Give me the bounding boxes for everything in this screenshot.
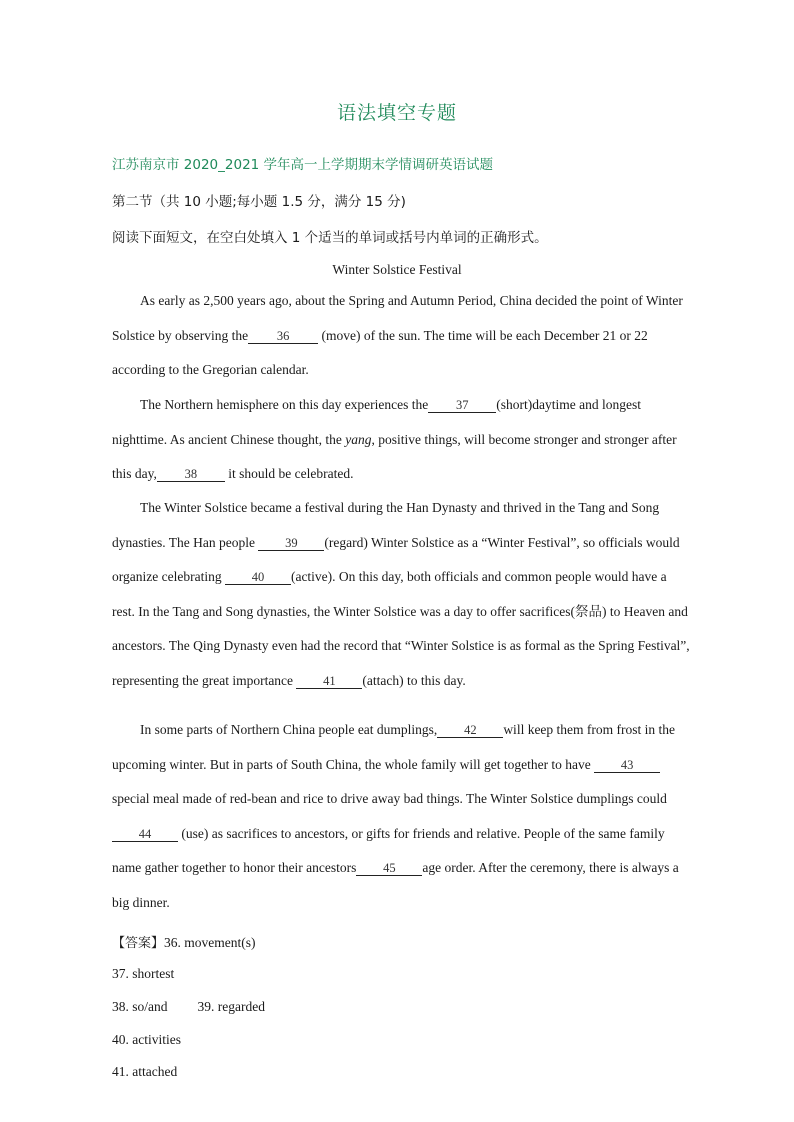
- paragraph-1: As early as 2,500 years ago, about the Spring and Autumn Period, China decided the point of Winter Solstice by observing the 36 (move) of the sun. The time will be each December 21 or 22 according to the Gregorian calendar.: [112, 293, 683, 377]
- answer-41: 41. attached: [112, 1064, 178, 1079]
- answer-36: 36. movement(s): [164, 935, 256, 950]
- blank-43: 43: [594, 758, 660, 773]
- answer-header: [112, 932, 256, 951]
- blank-40: 40: [225, 570, 291, 585]
- paragraph-4: In some parts of Northern China people eat dumplings, 42 will keep them from frost in the upcoming winter. But in parts of South China, the whole family will get together to have 43 special meal made of red-bean and rice to drive away bad things. The Winter Solstice dumplings could44 (use) as sacrifices to ancestors, or gifts for friends and relative. People of the same family name gather together to honor their ancestors 45 age order. After the ceremony, there is always a big dinner.: [112, 722, 679, 910]
- blank-44: 44: [112, 827, 178, 842]
- yang-word: yang: [345, 431, 372, 447]
- blank-45: 45: [356, 861, 422, 876]
- blank-42: 42: [437, 723, 503, 738]
- instruction: 阅读下面短文，在空白处填入 1 个适当的单词或括号内单词的正确形式。: [112, 230, 548, 246]
- paragraph-2: The Northern hemisphere on this day experiences the 37 (short)daytime and longest nighttime. As ancient Chinese thought, the yang, positive things, will become stronger and stronger after this day, 38 it should be celebrated.: [112, 397, 677, 481]
- answer-40: 40. activities: [112, 1032, 181, 1047]
- answer-label: 【答案】: [112, 936, 165, 951]
- paragraph-3: The Winter Solstice became a festival during the Han Dynasty and thrived in the Tang and Song dynasties. The Han people 39 (regard) Winter Solstice as a “Winter Festival”, so officials would organize celebrating 40 (active). On this day, both officials and common people would have a rest. In the Tang and Song dynasties, the Winter Solstice was a day to offer sacrifices(祭品) to Heaven and ancestors. The Qing Dynasty even had the record that “Winter Solstice is as formal as the Spring Festival”, representing the great importance 41 (attach) to this day.: [112, 500, 690, 688]
- answer-37: 37. shortest: [112, 966, 175, 981]
- section-info: 第二节（共 10 小题;每小题 1.5 分，满分 15 分): [112, 194, 406, 210]
- exam-source: 江苏南京市 2020_2021 学年高一上学期期末学情调研英语试题: [112, 157, 494, 173]
- answer-38-39: [112, 999, 265, 1015]
- blank-38: 38: [157, 467, 225, 482]
- blank-36: 36: [248, 329, 318, 344]
- blank-41: 41: [296, 674, 362, 689]
- passage-title: Winter Solstice Festival: [332, 262, 462, 277]
- page-title: 语法填空专题: [336, 102, 457, 124]
- blank-37: 37: [428, 398, 496, 413]
- blank-39: 39: [258, 536, 324, 551]
- answer-39: 39. regarded: [197, 999, 265, 1014]
- answer-38: 38. so/and: [112, 999, 168, 1014]
